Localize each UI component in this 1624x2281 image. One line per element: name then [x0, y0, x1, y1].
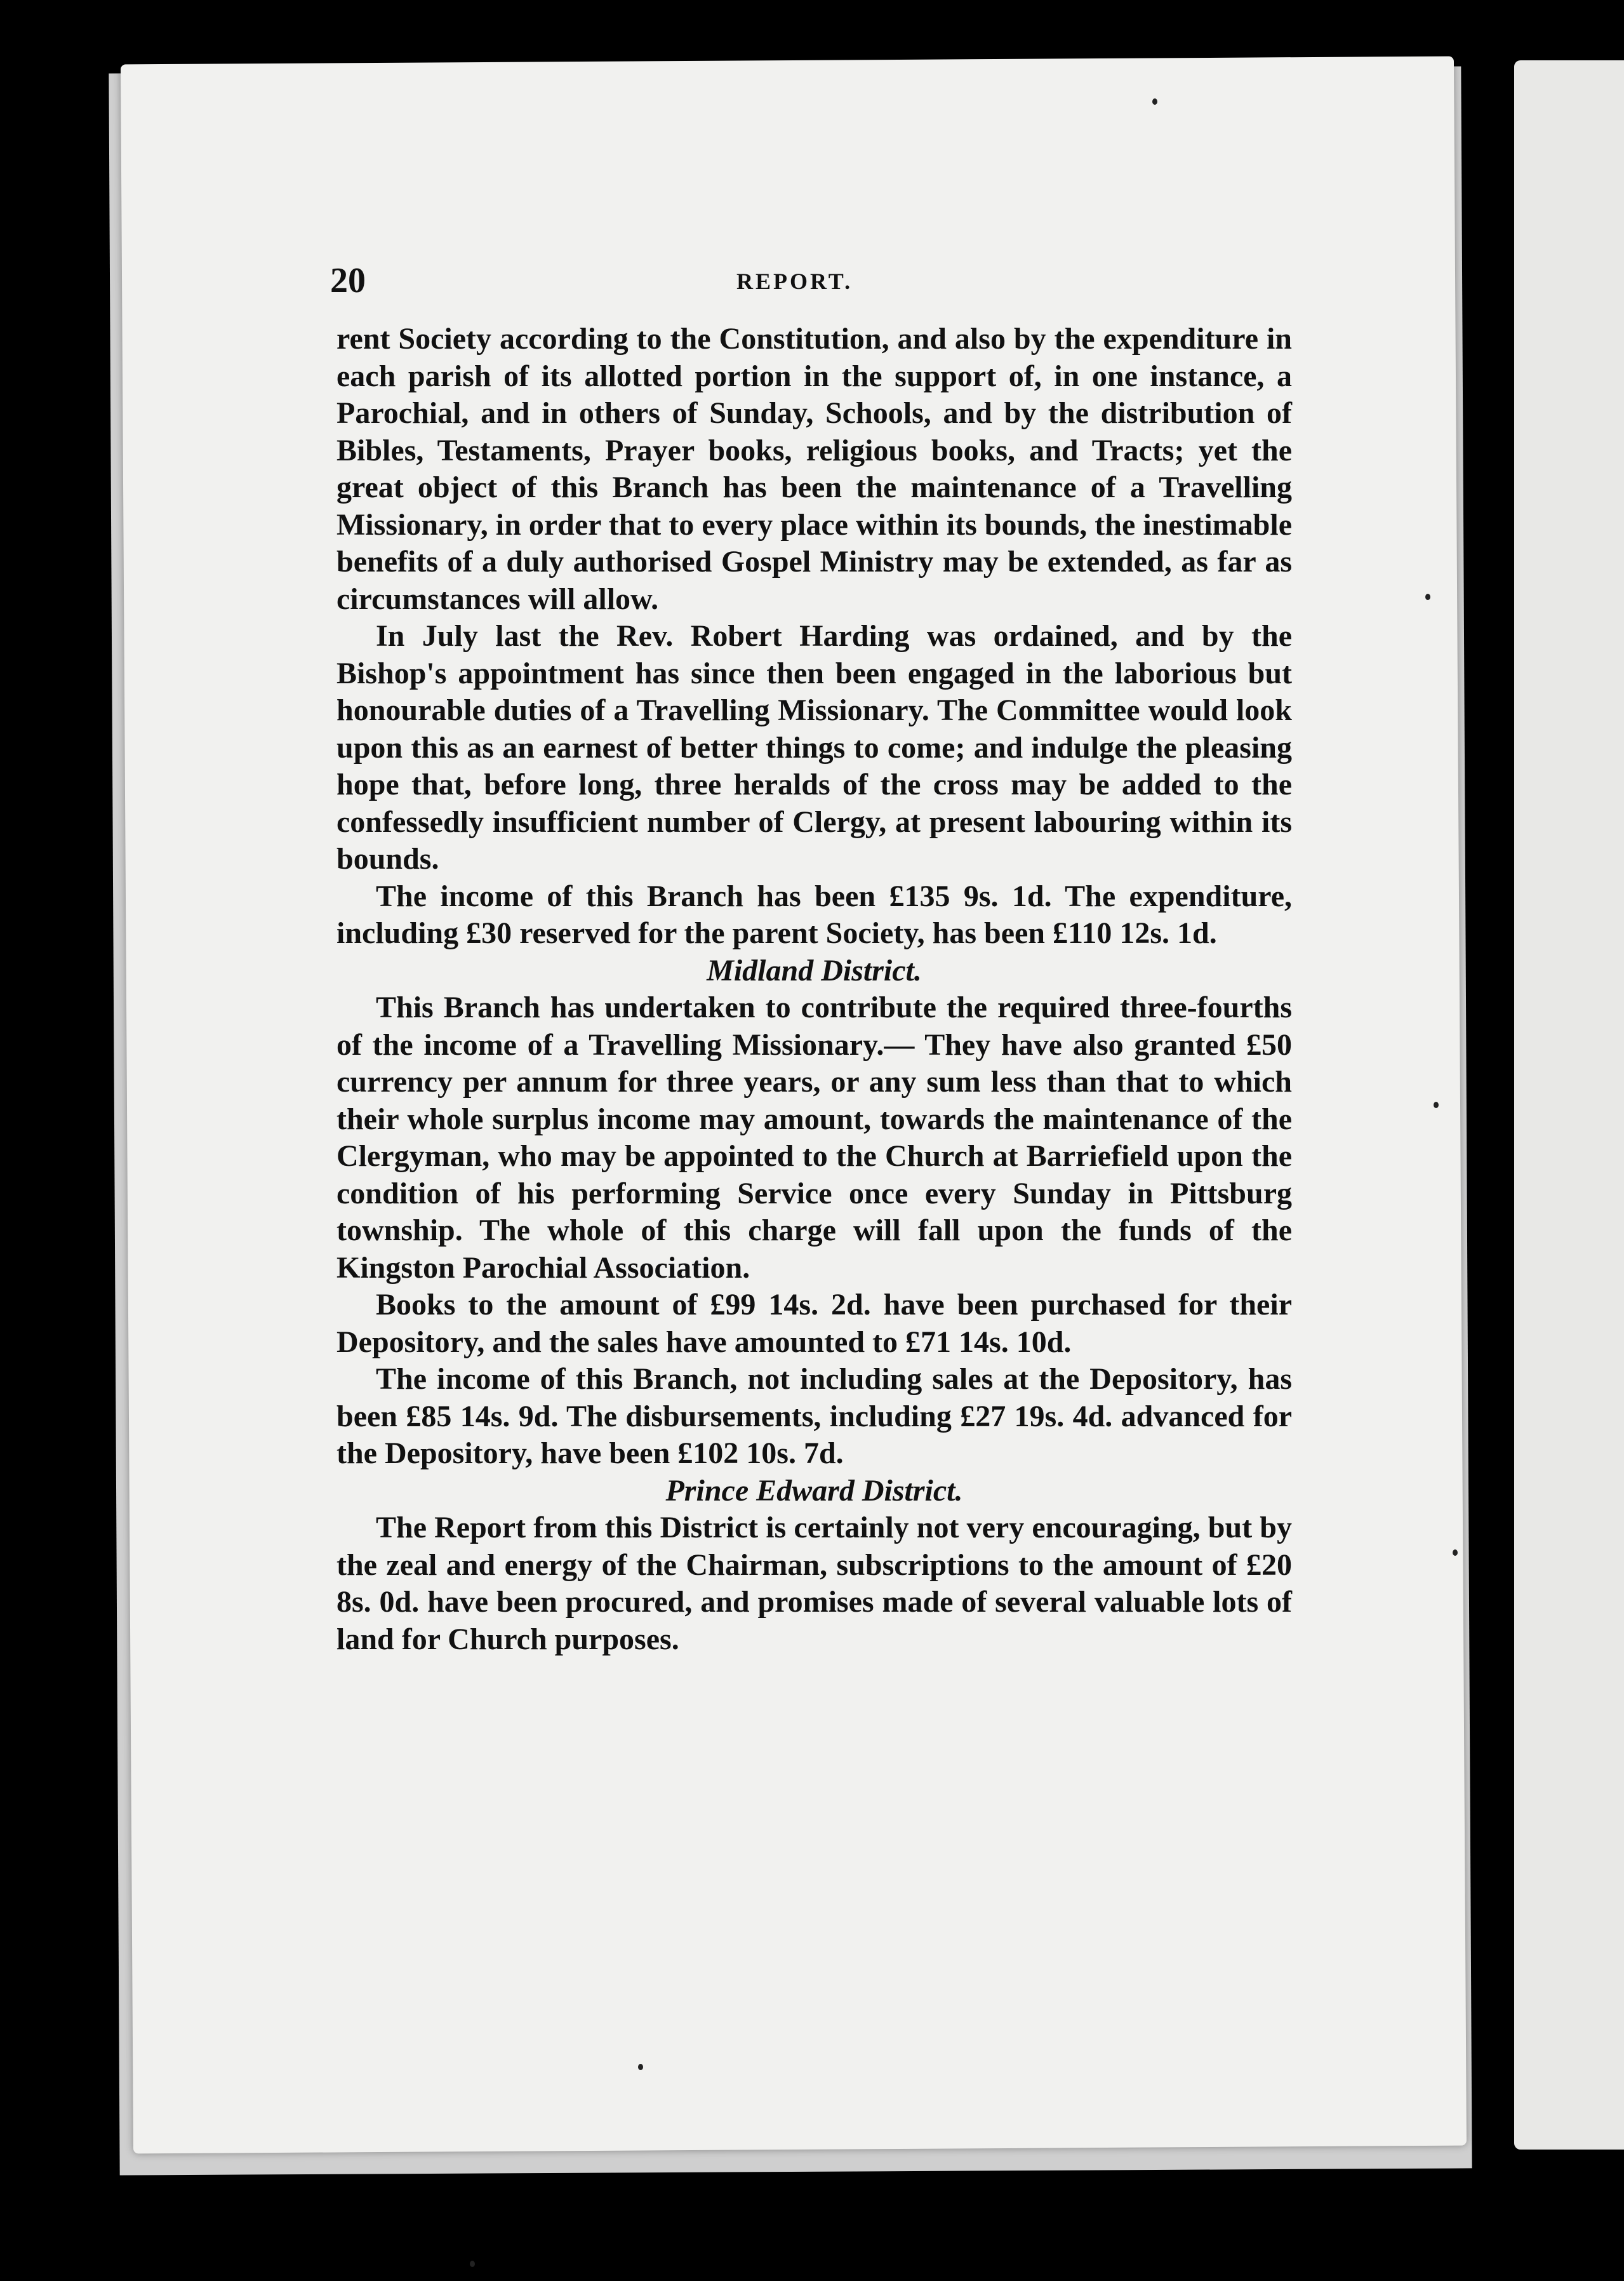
paragraph-continuation: rent Society according to the Constitution, and also by the expenditure in each parish of its allotted portion in the support of, in one instance, a Parochial, and in others of Sunday, Schools, and by the distribution of Bibles, Testaments, Prayer books, religious books, and Tracts; yet the great object of this Branch has been the maintenance of a Travelling Missionary, in order that to every place within its bounds, the inestimable benefits of a duly authorised Gospel Ministry may be extended, as far as circumstances will allow. — [336, 322, 1292, 616]
facing-page-edge — [1514, 60, 1624, 2150]
paragraph-branch-income: The income of this Branch has been £135 9s. 1d. The expenditure, including £30 reserved for the parent Society, has been £110 12s. 1d. — [336, 879, 1292, 950]
scan-speck — [470, 2261, 475, 2267]
scan-speck — [1453, 1549, 1458, 1556]
running-head: REPORT. — [736, 269, 853, 294]
section-heading-midland: Midland District. — [707, 953, 922, 987]
page-header — [330, 260, 1295, 311]
body-text — [336, 321, 1292, 1658]
paragraph-robert-harding: In July last the Rev. Robert Harding was ordained, and by the Bishop's appointment has since then been engaged in the laborious but honourable duties of a Travelling Missionary. The Committee would look upon this as an earnest of better things to come; and indulge the pleasing hope that, before long, three heralds of the cross may be added to the confessedly insufficient number of Clergy, at present labouring within its bounds. — [336, 619, 1292, 876]
paragraph-midland-books: Books to the amount of £99 14s. 2d. have been purchased for their Depository, and the sales have amounted to £71 14s. 10d. — [336, 1288, 1292, 1359]
scan-speck — [638, 2064, 643, 2070]
scan-speck — [1425, 594, 1430, 600]
page-number: 20 — [330, 261, 366, 300]
scan-speck — [1152, 98, 1157, 105]
paragraph-midland-income: The income of this Branch, not including sales at the Depository, has been £85 14s. 9d. The disbursements, including £27 19s. 4d. advanced for the Depository, have been £102 10s. 7d. — [336, 1362, 1292, 1470]
section-heading-prince-edward: Prince Edward District. — [665, 1473, 963, 1508]
paragraph-prince-edward-report: The Report from this District is certainly not very encouraging, but by the zeal and energy of the Chairman, subscriptions to the amount of £20 8s. 0d. have been procured, and promises made of several valuable lots of land for Church purposes. — [336, 1511, 1292, 1656]
paragraph-midland-missionary: This Branch has undertaken to contribute the required three-fourths of the income of a Travelling Missionary.— They have also granted £50 currency per annum for three years, or any sum less than that to which their whole surplus income may amount, towards the maintenance of the Clergyman, who may be appointed to the Church at Barriefield upon the condition of his performing Service once every Sunday in Pittsburg township. The whole of this charge will fall upon the funds of the Kingston Parochial Association. — [336, 991, 1292, 1285]
scan-speck — [1434, 1102, 1439, 1108]
